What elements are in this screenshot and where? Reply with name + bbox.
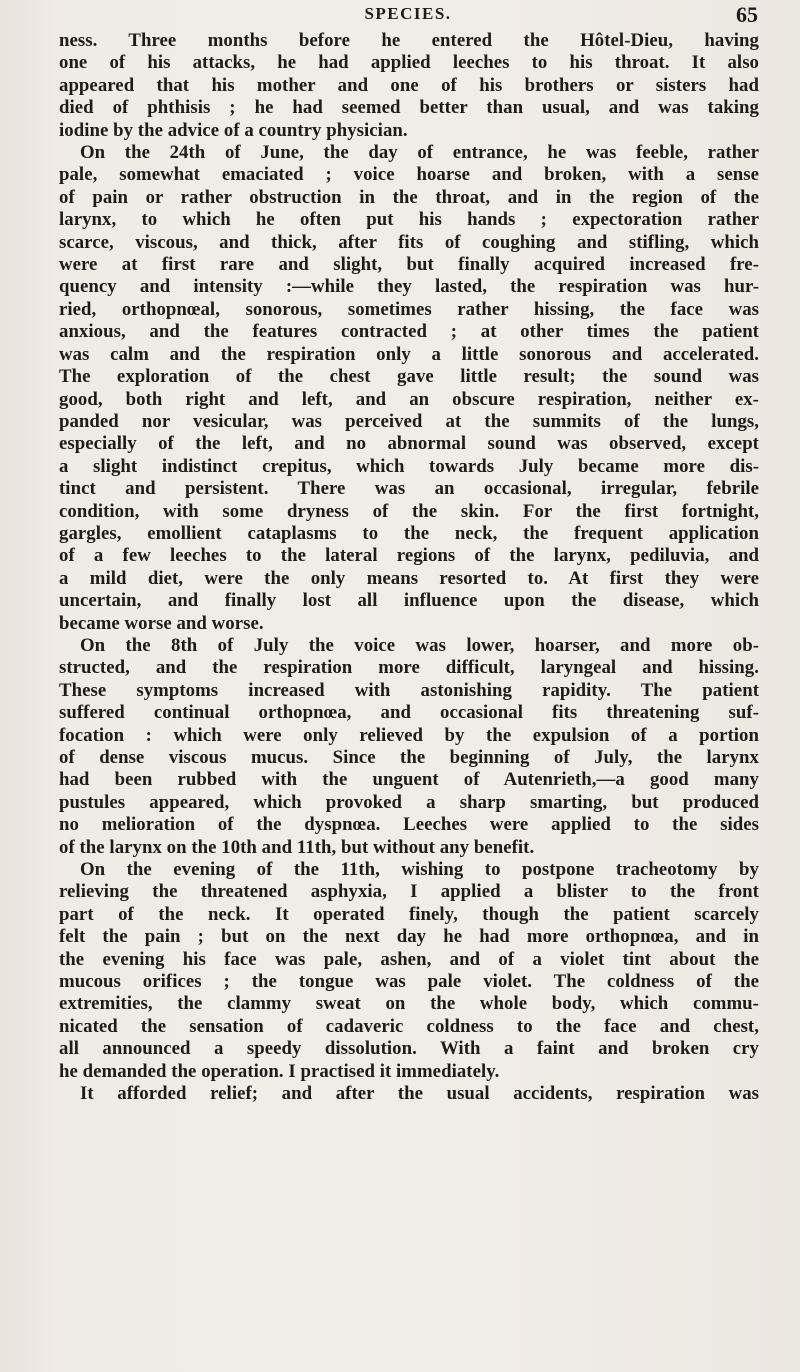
text-line: a mild diet, were the only means resorted to. At first they were <box>59 567 759 589</box>
body-text <box>59 30 759 1106</box>
text-line: The exploration of the chest gave little result; the sound was <box>59 366 759 388</box>
text-line: It afforded relief; and after the usual accidents, respiration was <box>80 1083 759 1105</box>
text-line: of dense viscous mucus. Since the beginning of July, the larynx <box>59 747 759 768</box>
text-line: ness. Three months before he entered the Hôtel-Dieu, having <box>59 30 759 51</box>
text-line: mucous orifices ; the tongue was pale violet. The coldness of the <box>59 971 759 993</box>
text-line: iodine by the advice of a country physician. <box>59 119 408 141</box>
text-line: were at first rare and slight, but finally acquired increased fre- <box>59 254 759 276</box>
text-line: one of his attacks, he had applied leeches to his throat. It also <box>59 52 759 74</box>
text-line: suffered continual orthopnœa, and occasional fits threatening suf- <box>59 702 759 724</box>
text-line: he demanded the operation. I practised it immediately. <box>59 1060 500 1082</box>
text-line: became worse and worse. <box>59 612 264 634</box>
text-line: scarce, viscous, and thick, after fits of coughing and stifling, which <box>59 231 759 253</box>
text-line: On the evening of the 11th, wishing to postpone tracheotomy by <box>80 859 759 881</box>
text-line: pustules appeared, which provoked a sharp smarting, but produced <box>59 791 759 813</box>
text-line: quency and intensity :—while they lasted, the respiration was hur- <box>59 276 759 298</box>
text-line: especially of the left, and no abnormal sound was observed, except <box>59 433 759 455</box>
text-line: On the 24th of June, the day of entrance, he was feeble, rather <box>80 142 759 164</box>
text-line: had been rubbed with the unguent of Autenrieth,—a good many <box>59 769 759 791</box>
text-line: a slight indistinct crepitus, which towards July became more dis- <box>59 455 759 477</box>
text-line: tinct and persistent. There was an occasional, irregular, febrile <box>59 478 759 500</box>
text-line: condition, with some dryness of the skin. For the first fortnight, <box>59 500 759 522</box>
text-line: of the larynx on the 10th and 11th, but without any benefit. <box>59 836 535 858</box>
page-header <box>58 2 758 28</box>
text-line: died of phthisis ; he had seemed better than usual, and was taking <box>59 97 759 119</box>
text-line: anxious, and the features contracted ; at other times the patient <box>59 321 759 343</box>
text-line: good, both right and left, and an obscure respiration, neither ex- <box>59 388 759 410</box>
text-line: nicated the sensation of cadaveric coldness to the face and chest, <box>59 1015 759 1037</box>
running-head: SPECIES. <box>364 4 452 23</box>
page-number: 65 <box>736 2 758 27</box>
text-line: On the 8th of July the voice was lower, hoarser, and more ob- <box>80 634 759 656</box>
text-line: gargles, emollient cataplasms to the neck, the frequent application <box>59 522 759 544</box>
text-line: uncertain, and finally lost all influence upon the disease, which <box>59 590 759 612</box>
text-line: all announced a speedy dissolution. With a faint and broken cry <box>59 1038 759 1060</box>
text-line: appeared that his mother and one of his brothers or sisters had <box>59 74 759 96</box>
text-line: panded nor vesicular, was perceived at the summits of the lungs, <box>59 410 759 432</box>
text-line: focation : which were only relieved by the expulsion of a portion <box>59 724 759 746</box>
text-line: the evening his face was pale, ashen, and of a violet tint about the <box>59 948 759 970</box>
text-line: part of the neck. It operated finely, though the patient scarcely <box>59 903 759 925</box>
text-line: relieving the threatened asphyxia, I applied a blister to the front <box>59 881 759 903</box>
text-line: was calm and the respiration only a little sonorous and accelerated. <box>59 343 759 365</box>
text-line: ried, orthopnœal, sonorous, sometimes rather hissing, the face was <box>59 298 759 320</box>
text-line: These symptoms increased with astonishing rapidity. The patient <box>59 679 759 701</box>
text-line: structed, and the respiration more difficult, laryngeal and hissing. <box>59 657 759 679</box>
text-line: no melioration of the dyspnœa. Leeches were applied to the sides <box>59 814 759 836</box>
text-line: of pain or rather obstruction in the throat, and in the region of the <box>59 186 759 208</box>
text-line: larynx, to which he often put his hands ; expectoration rather <box>59 209 759 231</box>
text-line: pale, somewhat emaciated ; voice hoarse and broken, with a sense <box>59 164 759 186</box>
text-line: felt the pain ; but on the next day he had more orthopnœa, and in <box>59 926 759 948</box>
text-line: of a few leeches to the lateral regions of the larynx, pediluvia, and <box>59 545 759 567</box>
text-line: extremities, the clammy sweat on the whole body, which commu- <box>59 993 759 1015</box>
